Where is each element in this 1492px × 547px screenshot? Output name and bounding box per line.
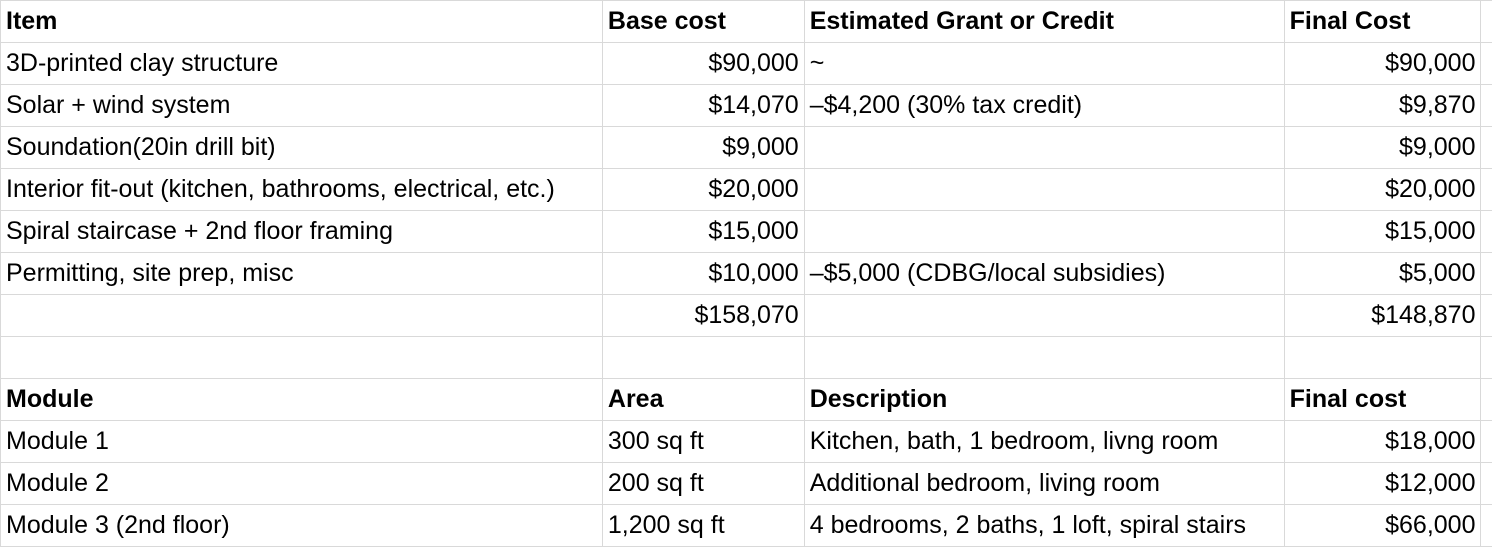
- empty-cell[interactable]: [1284, 337, 1481, 379]
- empty-cell[interactable]: [804, 337, 1284, 379]
- empty-cell[interactable]: [1481, 379, 1492, 421]
- empty-cell[interactable]: [1481, 85, 1492, 127]
- header-cell-area[interactable]: Area: [602, 379, 804, 421]
- base-cost-cell[interactable]: $90,000: [602, 43, 804, 85]
- item-cell[interactable]: Permitting, site prep, misc: [1, 253, 603, 295]
- empty-cell[interactable]: [1481, 253, 1492, 295]
- table-row: [1, 421, 1492, 463]
- header-cell-base-cost[interactable]: Base cost: [602, 1, 804, 43]
- empty-cell[interactable]: [1481, 505, 1492, 547]
- table-row: [1, 127, 1492, 169]
- item-cell[interactable]: Interior fit-out (kitchen, bathrooms, electrical, etc.): [1, 169, 603, 211]
- header-cell-grant[interactable]: Estimated Grant or Credit: [804, 1, 1284, 43]
- table-row: [1, 43, 1492, 85]
- empty-cell[interactable]: [1481, 463, 1492, 505]
- module-cell[interactable]: Module 1: [1, 421, 603, 463]
- item-cell[interactable]: 3D-printed clay structure: [1, 43, 603, 85]
- final-cost-cell[interactable]: $15,000: [1284, 211, 1481, 253]
- empty-cell[interactable]: [1481, 127, 1492, 169]
- description-cell[interactable]: Additional bedroom, living room: [804, 463, 1284, 505]
- item-cell[interactable]: Spiral staircase + 2nd floor framing: [1, 211, 603, 253]
- area-cell[interactable]: 1,200 sq ft: [602, 505, 804, 547]
- totals-row: [1, 295, 1492, 337]
- empty-cell[interactable]: [1481, 337, 1492, 379]
- module-cell[interactable]: Module 2: [1, 463, 603, 505]
- base-cost-cell[interactable]: $20,000: [602, 169, 804, 211]
- total-grant-cell[interactable]: [804, 295, 1284, 337]
- header-cell-final-cost[interactable]: Final Cost: [1284, 1, 1481, 43]
- header-cell-description[interactable]: Description: [804, 379, 1284, 421]
- empty-cell[interactable]: [1481, 1, 1492, 43]
- empty-cell[interactable]: [1481, 295, 1492, 337]
- totals-label-cell[interactable]: [1, 295, 603, 337]
- final-cost-cell[interactable]: $5,000: [1284, 253, 1481, 295]
- header-cell-module[interactable]: Module: [1, 379, 603, 421]
- item-cell[interactable]: Solar + wind system: [1, 85, 603, 127]
- table-row: [1, 505, 1492, 547]
- table-row: [1, 85, 1492, 127]
- table-row: [1, 211, 1492, 253]
- total-final-cost-cell[interactable]: $148,870: [1284, 295, 1481, 337]
- final-cost-cell[interactable]: $20,000: [1284, 169, 1481, 211]
- grant-cell[interactable]: [804, 211, 1284, 253]
- empty-cell[interactable]: [1, 337, 603, 379]
- description-cell[interactable]: Kitchen, bath, 1 bedroom, livng room: [804, 421, 1284, 463]
- empty-cell[interactable]: [1481, 421, 1492, 463]
- base-cost-cell[interactable]: $9,000: [602, 127, 804, 169]
- header-cell-item[interactable]: Item: [1, 1, 603, 43]
- grant-cell[interactable]: –$5,000 (CDBG/local subsidies): [804, 253, 1284, 295]
- module-cell[interactable]: Module 3 (2nd floor): [1, 505, 603, 547]
- table-row: [1, 253, 1492, 295]
- grant-cell[interactable]: [804, 127, 1284, 169]
- final-cost-cell[interactable]: $9,870: [1284, 85, 1481, 127]
- final-cost-cell[interactable]: $90,000: [1284, 43, 1481, 85]
- cost-header-row: [1, 1, 1492, 43]
- total-base-cost-cell[interactable]: $158,070: [602, 295, 804, 337]
- table-row: [1, 463, 1492, 505]
- area-cell[interactable]: 200 sq ft: [602, 463, 804, 505]
- header-cell-module-final-cost[interactable]: Final cost: [1284, 379, 1481, 421]
- grant-cell[interactable]: [804, 169, 1284, 211]
- area-cell[interactable]: 300 sq ft: [602, 421, 804, 463]
- grant-cell[interactable]: –$4,200 (30% tax credit): [804, 85, 1284, 127]
- module-final-cost-cell[interactable]: $12,000: [1284, 463, 1481, 505]
- base-cost-cell[interactable]: $10,000: [602, 253, 804, 295]
- final-cost-cell[interactable]: $9,000: [1284, 127, 1481, 169]
- empty-cell[interactable]: [1481, 169, 1492, 211]
- empty-cell[interactable]: [1481, 211, 1492, 253]
- base-cost-cell[interactable]: $15,000: [602, 211, 804, 253]
- empty-cell[interactable]: [602, 337, 804, 379]
- table-row: [1, 169, 1492, 211]
- description-cell[interactable]: 4 bedrooms, 2 baths, 1 loft, spiral stairs: [804, 505, 1284, 547]
- module-final-cost-cell[interactable]: $66,000: [1284, 505, 1481, 547]
- blank-row: [1, 337, 1492, 379]
- module-header-row: [1, 379, 1492, 421]
- item-cell[interactable]: Soundation(20in drill bit): [1, 127, 603, 169]
- empty-cell[interactable]: [1481, 43, 1492, 85]
- grant-cell[interactable]: ~: [804, 43, 1284, 85]
- base-cost-cell[interactable]: $14,070: [602, 85, 804, 127]
- module-final-cost-cell[interactable]: $18,000: [1284, 421, 1481, 463]
